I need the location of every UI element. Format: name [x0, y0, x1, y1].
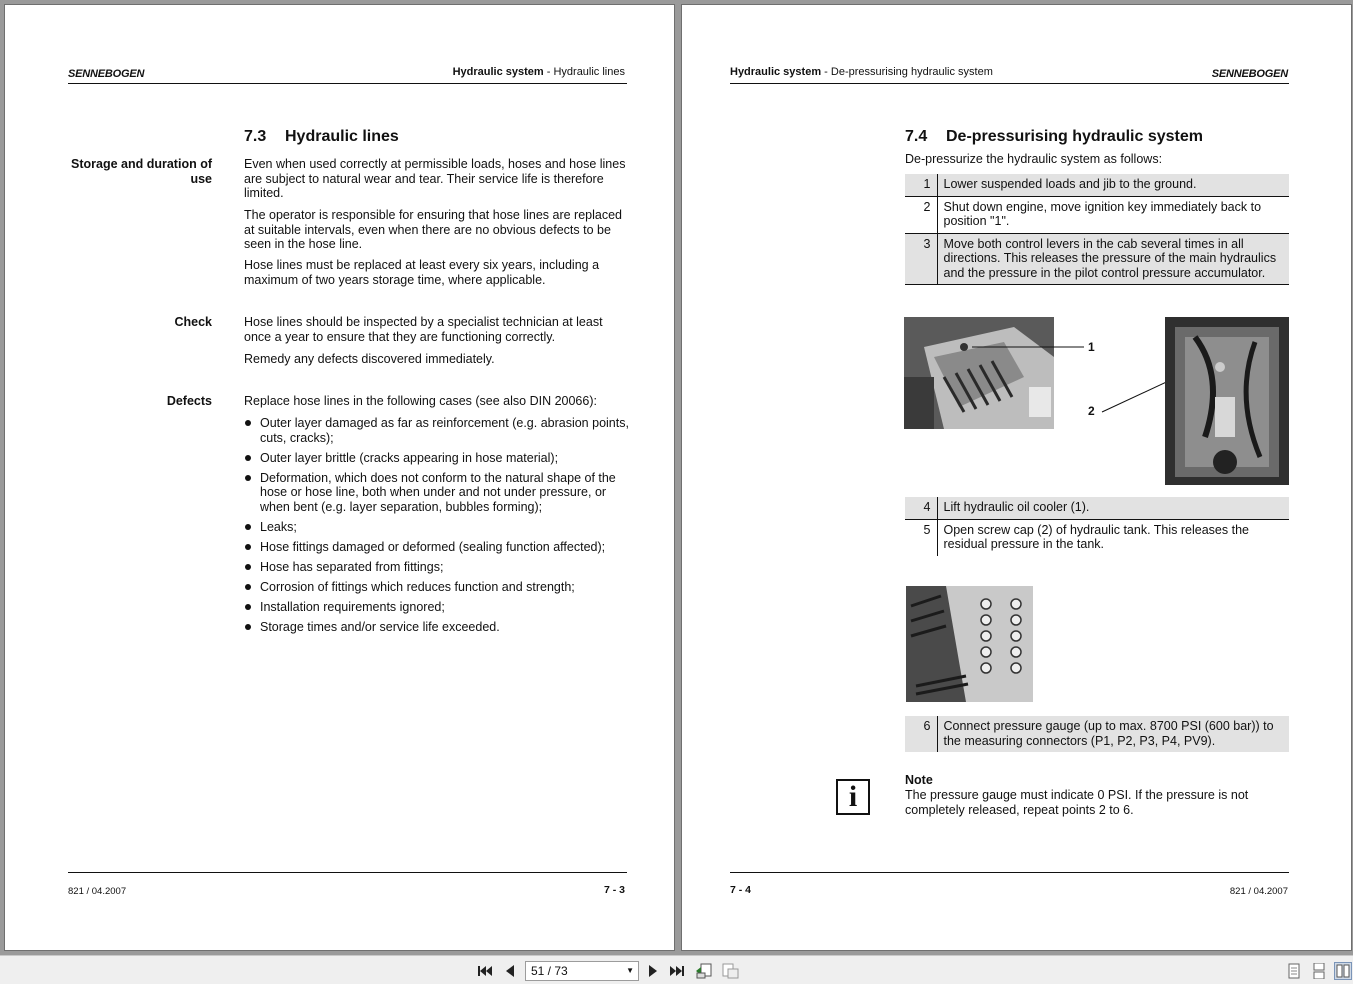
previous-page-icon[interactable]: [501, 962, 519, 980]
section-title: Hydraulic lines: [285, 128, 399, 145]
note-text: The pressure gauge must indicate 0 PSI. If the pressure is not completely released, repeat points 2 to 6.: [905, 788, 1249, 817]
measuring-connectors-photo: [906, 586, 1033, 702]
chevron-down-icon[interactable]: ▼: [626, 966, 634, 975]
step-number: 2: [905, 196, 937, 233]
section-heading: [244, 128, 399, 146]
steps-table: [905, 174, 1289, 285]
paragraph: Hose lines should be inspected by a specialist technician at least once a year to ensure that they are functioning correctly.: [244, 315, 603, 344]
next-page-icon[interactable]: [644, 962, 662, 980]
step-number: 1: [905, 174, 937, 196]
step-row: [905, 196, 1289, 233]
step-number: 3: [905, 233, 937, 285]
step-row: [905, 233, 1289, 285]
section-intro: De-pressurize the hydraulic system as follows:: [905, 152, 1163, 166]
step-number: 5: [905, 519, 937, 556]
facing-pages-icon[interactable]: [1334, 962, 1352, 980]
header-chapter: Hydraulic system: [452, 66, 544, 78]
step-text: Lower suspended loads and jib to the ground.: [937, 174, 1289, 196]
list-item: Deformation, which does not conform to the natural shape of the hose or hose line, both when under and not under pressure, or when bent (e.g. layer separation, bubbles forming);: [244, 471, 629, 515]
list-item: Storage times and/or service life exceeded.: [244, 620, 629, 635]
paragraph: Hose lines must be replaced at least every six years, including a maximum of two years storage time, where applicable.: [244, 258, 600, 287]
list-item: Leaks;: [244, 520, 629, 535]
side-label-check: Check: [174, 315, 212, 329]
callout-leaders: [954, 337, 1094, 427]
header-chapter: Hydraulic system: [730, 66, 822, 78]
list-item: Hose fittings damaged or deformed (sealing function affected);: [244, 540, 629, 555]
section-title: De-pressurising hydraulic system: [946, 128, 1203, 145]
step-row: [905, 497, 1289, 519]
list-item: Installation requirements ignored;: [244, 600, 629, 615]
page-number-value: 51 / 73: [531, 964, 568, 978]
steps-table: [905, 716, 1289, 752]
note-title: Note: [905, 773, 933, 787]
list-item: Outer layer damaged as far as reinforcement (e.g. abrasion points, cuts, cracks);: [244, 416, 629, 445]
step-text: Lift hydraulic oil cooler (1).: [937, 497, 1289, 519]
step-number: 4: [905, 497, 937, 519]
left-page: [4, 4, 675, 951]
footer-edition: 821 / 04.2007: [68, 886, 127, 897]
section-number: 7.3: [244, 128, 267, 145]
running-header: [453, 66, 625, 78]
header-rule: [730, 83, 1289, 84]
header-topic: - Hydraulic lines: [543, 66, 625, 78]
sennebogen-logo: SENNEBOGEN: [68, 68, 145, 80]
continuous-page-icon[interactable]: [1310, 962, 1328, 980]
paragraph: Replace hose lines in the following cases (see also DIN 20066):: [244, 394, 597, 408]
section-heading: [905, 128, 1203, 146]
info-icon: i: [836, 779, 870, 815]
step-text: Shut down engine, move ignition key immediately back to position "1".: [943, 199, 1262, 228]
paragraph: Remedy any defects discovered immediately.: [244, 352, 495, 366]
last-page-icon[interactable]: [668, 962, 686, 980]
viewer-toolbar: [0, 955, 1353, 984]
callout-label-1: 1: [1088, 340, 1095, 354]
hydraulic-tank-photo: [1165, 317, 1289, 485]
step-text: Move both control levers in the cab several times in all directions. This releases the pressure of the main hydraulics and the pressure in the pilot control pressure accumulator.: [937, 233, 1289, 285]
paragraph: Even when used correctly at permissible loads, hoses and hose lines are subject to natural wear and tear. Their service life is therefore limited.: [244, 157, 626, 200]
step-row: [905, 174, 1289, 196]
step-row: [905, 519, 1289, 556]
footer-rule: [730, 872, 1289, 873]
right-page: [681, 4, 1352, 951]
header-rule: [68, 83, 627, 84]
footer-edition: 821 / 04.2007: [1229, 886, 1288, 897]
callout-label-2: 2: [1088, 404, 1095, 418]
list-item: Corrosion of fittings which reduces function and strength;: [244, 580, 629, 595]
sennebogen-logo: SENNEBOGEN: [1211, 68, 1288, 80]
measuring-connectors-photo-drawing: [906, 586, 1033, 702]
header-topic: - De-pressurising hydraulic system: [821, 66, 993, 78]
footer-rule: [68, 872, 627, 873]
running-header: [730, 66, 993, 78]
previous-view-icon[interactable]: [695, 962, 713, 980]
first-page-icon[interactable]: [476, 962, 494, 980]
step-text: Connect pressure gauge (up to max. 8700 PSI (600 bar)) to the measuring connectors (P1, P2, P3, P4, PV9).: [937, 716, 1289, 752]
step-row: [905, 716, 1289, 752]
page-number: 7 - 4: [730, 884, 752, 896]
paragraph: The operator is responsible for ensuring that hose lines are replaced at suitable intervals, even when there are no obvious defects to be seen in the hose line.: [244, 208, 622, 251]
step-text: Open screw cap (2) of hydraulic tank. This releases the residual pressure in the tank.: [943, 522, 1249, 551]
list-item: Outer layer brittle (cracks appearing in hose material);: [244, 451, 629, 466]
step-number: 6: [905, 716, 937, 752]
single-page-icon[interactable]: [1285, 962, 1303, 980]
next-view-icon[interactable]: [721, 962, 739, 980]
hydraulic-tank-photo-drawing: [1165, 317, 1289, 485]
section-number: 7.4: [905, 128, 928, 145]
steps-table: [905, 497, 1289, 556]
side-label-storage: Storage and duration of use: [71, 157, 212, 186]
defects-list: [244, 416, 629, 640]
list-item: Hose has separated from fittings;: [244, 560, 629, 575]
page-number: 7 - 3: [603, 884, 625, 896]
page-number-field[interactable]: [525, 961, 639, 981]
side-label-defects: Defects: [166, 394, 212, 408]
